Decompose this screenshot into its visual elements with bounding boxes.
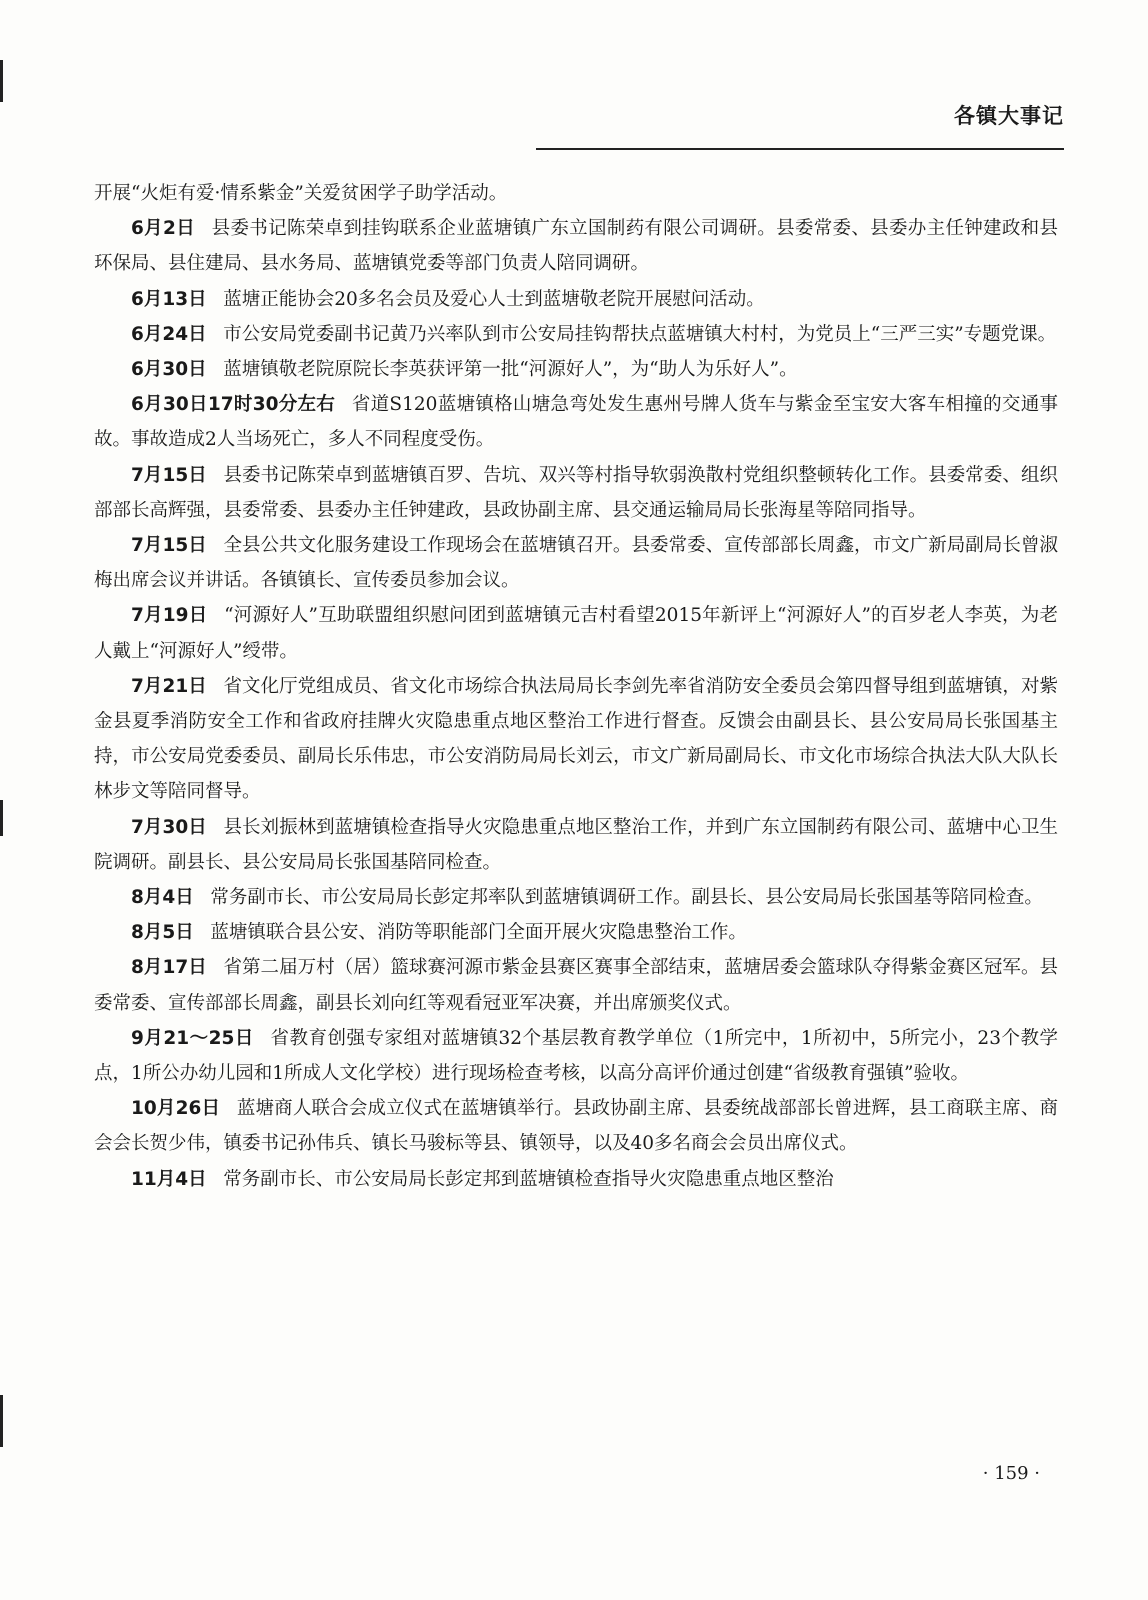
entry-date: 11月4日 xyxy=(131,1168,207,1190)
chronicle-entry xyxy=(94,950,1058,1020)
chronicle-entry xyxy=(94,669,1058,810)
chronicle-entry xyxy=(94,352,1058,387)
chronicle-entry xyxy=(94,282,1058,317)
entry-text: 蓝塘正能协会20多名会员及爱心人士到蓝塘敬老院开展慰问活动。 xyxy=(223,288,765,310)
chronicle-entry xyxy=(94,528,1058,598)
entry-date: 8月4日 xyxy=(131,887,194,909)
entry-text: 省道S120蓝塘镇格山塘急弯处发生惠州号牌人货车与紫金至宝安大客车相撞的交通事故。事故造成2人当场死亡，多人不同程度受伤。 xyxy=(94,394,1058,451)
entry-text: 蓝塘镇联合县公安、消防等职能部门全面开展火灾隐患整治工作。 xyxy=(210,922,747,944)
page-number: · 159 · xyxy=(982,1463,1040,1484)
chronicle-entry xyxy=(94,598,1058,668)
chronicle-entry xyxy=(94,810,1058,880)
entry-date: 7月19日 xyxy=(131,605,208,627)
scan-edge-mark xyxy=(0,60,3,102)
entry-list xyxy=(94,211,1058,1197)
entry-text: 县委书记陈荣卓到蓝塘镇百罗、告坑、双兴等村指导软弱涣散村党组织整顿转化工作。县委常委、组织部部长高辉强，县委常委、县委办主任钟建政，县政协副主席、县交通运输局局长张海星等陪同指导。 xyxy=(94,464,1058,521)
entry-text: 省文化厅党组成员、省文化市场综合执法局局长李剑先率省消防安全委员会第四督导组到蓝塘镇，对紫金县夏季消防安全工作和省政府挂牌火灾隐患重点地区整治工作进行督查。反馈会由副县长、县公安局局长张国基主持，市公安局党委委员、副局长乐伟忠，市公安消防局局长刘云，市文广新局副局长、市文化市场综合执法大队大队长林步文等陪同督导。 xyxy=(94,675,1058,803)
entry-date: 9月21～25日 xyxy=(131,1027,254,1049)
entry-text: 全县公共文化服务建设工作现场会在蓝塘镇召开。县委常委、宣传部部长周鑫，市文广新局副局长曾淑梅出席会议并讲话。各镇镇长、宣传委员参加会议。 xyxy=(94,535,1058,592)
chronicle-entry xyxy=(94,1021,1058,1091)
entry-date: 7月21日 xyxy=(131,675,207,697)
header-rule xyxy=(536,148,1064,150)
continuation-text: 开展“火炬有爱·情系紫金”关爱贫困学子助学活动。 xyxy=(94,183,508,204)
entry-text: 县委书记陈荣卓到挂钩联系企业蓝塘镇广东立国制药有限公司调研。县委常委、县委办主任钟建政和县环保局、县住建局、县水务局、蓝塘镇党委等部门负责人陪同调研。 xyxy=(94,218,1058,275)
chronicle-entry xyxy=(94,1162,1058,1197)
chronicle-body xyxy=(94,176,1058,1197)
entry-date: 6月30日 xyxy=(131,359,207,381)
entry-date: 8月5日 xyxy=(131,922,194,944)
entry-date: 7月30日 xyxy=(131,816,207,838)
entry-text: 省第二届万村（居）篮球赛河源市紫金县赛区赛事全部结束，蓝塘居委会篮球队夺得紫金赛区冠军。县委常委、宣传部部长周鑫，副县长刘向红等观看冠亚军决赛，并出席颁奖仪式。 xyxy=(94,957,1058,1014)
scan-edge-mark xyxy=(0,800,3,836)
entry-date: 10月26日 xyxy=(131,1098,221,1120)
chronicle-entry xyxy=(94,1091,1058,1161)
chronicle-entry xyxy=(94,915,1058,950)
chronicle-entry xyxy=(94,317,1058,352)
scan-edge-mark xyxy=(0,1395,3,1447)
entry-date: 6月13日 xyxy=(131,288,207,310)
chronicle-entry xyxy=(94,387,1058,457)
entry-date: 6月2日 xyxy=(131,218,196,240)
entry-text: 常务副市长、市公安局局长彭定邦到蓝塘镇检查指导火灾隐患重点地区整治 xyxy=(223,1168,834,1190)
chronicle-entry xyxy=(94,458,1058,528)
entry-text: 蓝塘商人联合会成立仪式在蓝塘镇举行。县政协副主席、县委统战部部长曾进辉，县工商联主席、商会会长贺少伟，镇委书记孙伟兵、镇长马骏标等县、镇领导，以及40多名商会会员出席仪式。 xyxy=(94,1098,1058,1155)
entry-text: 蓝塘镇敬老院原院长李英获评第一批“河源好人”，为“助人为乐好人”。 xyxy=(223,359,798,381)
chronicle-entry xyxy=(94,880,1058,915)
entry-date: 7月15日 xyxy=(131,535,207,557)
entry-text: 市公安局党委副书记黄乃兴率队到市公安局挂钩帮扶点蓝塘镇大村村，为党员上“三严三实”专题党课。 xyxy=(223,323,1057,345)
entry-date: 6月30日17时30分左右 xyxy=(131,394,336,416)
entry-date: 6月24日 xyxy=(131,323,207,345)
chronicle-entry xyxy=(94,211,1058,281)
entry-text: “河源好人”互助联盟组织慰问团到蓝塘镇元吉村看望2015年新评上“河源好人”的百岁老人李英，为老人戴上“河源好人”绶带。 xyxy=(94,605,1058,662)
entry-text: 常务副市长、市公安局局长彭定邦率队到蓝塘镇调研工作。副县长、县公安局局长张国基等陪同检查。 xyxy=(210,887,1043,909)
entry-text: 省教育创强专家组对蓝塘镇32个基层教育教学单位（1所完中，1所初中，5所完小，23个教学点，1所公办幼儿园和1所成人文化学校）进行现场检查考核，以高分高评价通过创建“省级教育强镇”验收。 xyxy=(94,1027,1058,1085)
entry-text: 县长刘振林到蓝塘镇检查指导火灾隐患重点地区整治工作，并到广东立国制药有限公司、蓝塘中心卫生院调研。副县长、县公安局局长张国基陪同检查。 xyxy=(94,816,1058,873)
entry-date: 8月17日 xyxy=(131,957,207,979)
entry-date: 7月15日 xyxy=(131,464,207,486)
running-header: 各镇大事记 xyxy=(954,104,1064,128)
